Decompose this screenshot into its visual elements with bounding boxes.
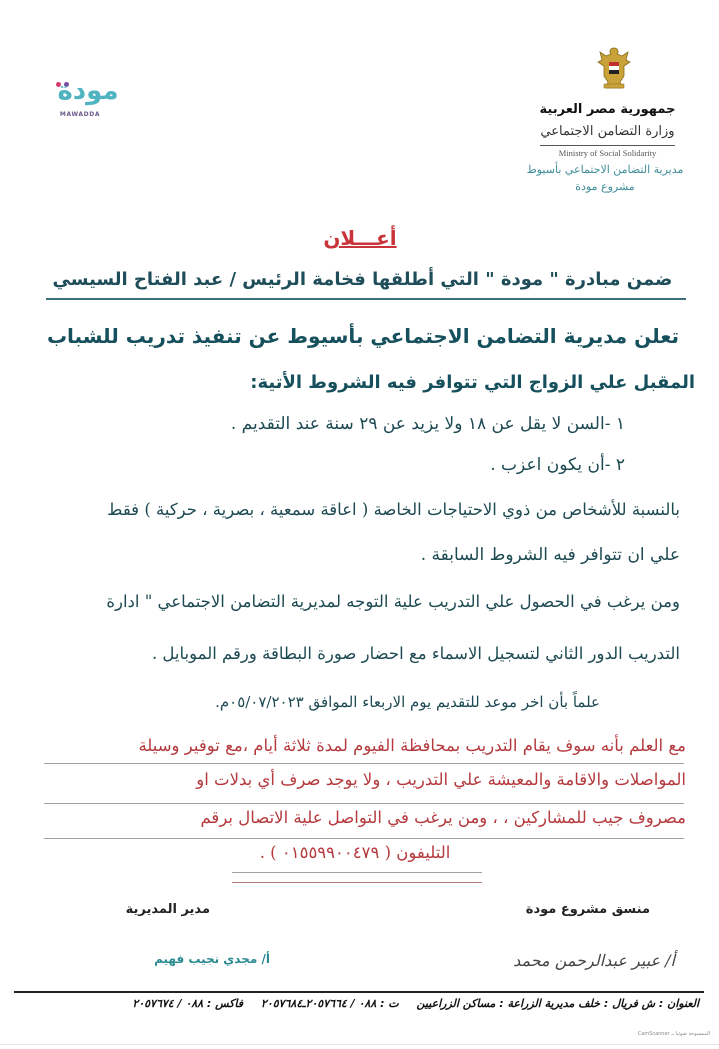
condition-single: ٢ -أن يكون اعزب . (490, 455, 625, 475)
signature-name-director: أ/ مجدي نجيب فهيم (154, 952, 270, 966)
footer-address: العنوان : ش فريال : خلف مديرية الزراعة : مساكن الزراعيين (416, 997, 699, 1010)
page-bottom-edge (0, 1044, 719, 1045)
footer-contact (14, 997, 699, 1010)
special-needs-line-1: بالنسبة للأشخاص من ذوي الاحتياجات الخاصة ( اعاقة سمعية ، بصرية ، حركية ) فقط (107, 500, 680, 519)
country-name: جمهورية مصر العربية (539, 102, 676, 117)
notice-rule (44, 803, 684, 804)
apply-instructions-line-2: التدريب الدور الثاني لتسجيل الاسماء مع احضار صورة البطاقة ورقم الموبايل . (151, 644, 680, 663)
notice-rule (44, 763, 684, 764)
notice-line-4-phone: التليفون ( ٠١٥٥٩٩٠٠٤٧٩ ) . (259, 843, 451, 862)
directorate-name: مديرية التضامن الاجتماعي بأسيوط (526, 163, 684, 176)
notice-line-1: مع العلم بأنه سوف يقام التدريب بمحافظة الفيوم لمدة ثلاثة أيام ،مع توفير وسيلة (138, 736, 686, 755)
apply-instructions-line-1: ومن يرغب في الحصول علي التدريب علية التوجه لمديرية التضامن الاجتماعي " ادارة (106, 592, 680, 611)
signature-title-director: مدير المديرية (125, 902, 210, 917)
special-needs-line-2: علي ان تتوافر فيه الشروط السابقة . (420, 545, 680, 565)
footer-fax: فاكس : ٠٨٨ / ٢٠٥٧٦٧٤ (132, 997, 244, 1010)
logo-wordmark-english: MAWADDA (59, 111, 101, 118)
condition-age: ١ -السن لا يقل عن ١٨ ولا يزيد عن ٢٩ سنة عند التقديم . (230, 414, 625, 434)
lead-paragraph-line-2: المقبل علي الزواج التي تتوافر فيه الشروط الأتية: (250, 372, 695, 393)
egypt-eagle-emblem-icon (596, 46, 632, 92)
ministry-name-arabic: وزارة التضامن الاجتماعي (540, 124, 675, 139)
subtitle-underline (46, 298, 686, 300)
announcement-title: أعـــلان (323, 226, 397, 250)
signature-name-coordinator: أ/ عبير عبدالرحمن محمد (513, 951, 675, 970)
header-divider (540, 145, 675, 146)
footer-phone: ت : ٠٨٨ / ٢٠٥٧٦٦٤ـ٢٠٥٧٦٨٤ (260, 997, 399, 1010)
notice-line-2: المواصلات والاقامة والمعيشة علي التدريب ، ولا يوجد صرف أي بدلات او (196, 770, 686, 789)
signature-title-coordinator: منسق مشروع مودة (525, 902, 650, 917)
camscanner-watermark: الممسوحة ضوئيا بـ CamScanner (637, 1031, 710, 1037)
logo-wordmark-arabic: مودة (57, 76, 119, 106)
footer-divider (14, 991, 704, 993)
notice-rule (44, 838, 684, 839)
lead-paragraph-line-1: تعلن مديرية التضامن الاجتماعي بأسيوط عن تنفيذ تدريب للشباب (46, 324, 680, 348)
notice-rule (232, 872, 482, 873)
project-name: مشروع مودة (575, 180, 635, 193)
notice-line-3: مصروف جيب للمشاركين ، ، ومن يرغب في التواصل علية الاتصال برقم (200, 808, 686, 827)
initiative-subtitle: ضمن مبادرة " مودة " التي أطلقها فخامة الرئيس / عبد الفتاح السيسي (52, 269, 673, 290)
ministry-name-english: Ministry of Social Solidarity (558, 148, 657, 158)
deadline-note: علماً بأن اخر موعد للتقديم يوم الاربعاء الموافق ٠٥/٠٧/٢٠٢٣م. (215, 693, 600, 711)
notice-rule (232, 882, 482, 883)
